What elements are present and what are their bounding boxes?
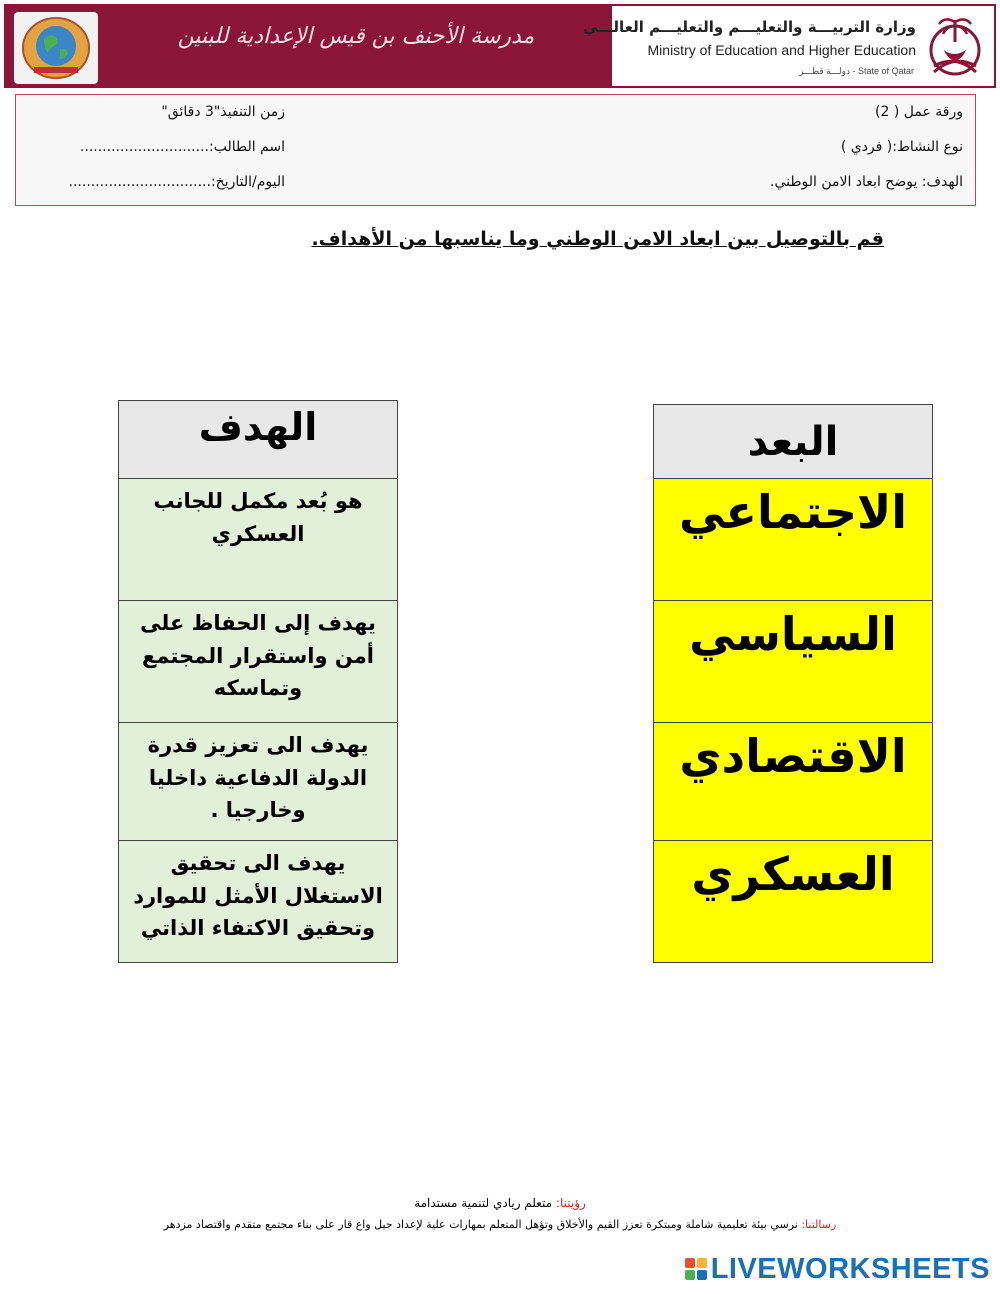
header-banner — [4, 4, 996, 88]
mission-text: نرسي بيئة تعليمية شاملة ومبتكرة تعزز القيم والأخلاق وتؤهل المتعلم بمهارات علية لإعداد جيل واع قار على بناء مجتمع متقدم واقتصاد مزدهر — [163, 1218, 798, 1231]
goal-cell[interactable]: يهدف الى تحقيق الاستغلال الأمثل للموارد وتحقيق الاكتفاء الذاتي — [119, 841, 398, 963]
school-name: مدرسة الأحنف بن قيس الإعدادية للبنين — [177, 24, 535, 49]
liveworksheets-blocks-icon — [685, 1258, 707, 1280]
dimension-cell[interactable]: العسكري — [654, 841, 933, 963]
school-band — [6, 6, 612, 86]
ministry-english: Ministry of Education and Higher Education — [647, 42, 916, 58]
dimension-cell[interactable]: السياسي — [654, 601, 933, 723]
state-of-qatar: State of Qatar - دولـــة قطـــر — [799, 66, 914, 76]
mission-line — [0, 1218, 1000, 1231]
goals-header: الهدف — [119, 401, 398, 479]
lesson-goal: الهدف: يوضح ابعاد الامن الوطني. — [770, 174, 963, 190]
qatar-emblem-icon — [922, 10, 988, 84]
dimensions-table — [653, 404, 933, 963]
worksheet-info-box — [15, 94, 976, 206]
vision-text: متعلم ريادي لتنمية مستدامة — [414, 1196, 553, 1210]
liveworksheets-logo — [685, 1254, 990, 1284]
student-name-field[interactable]: اسم الطالب:............................. — [79, 139, 285, 155]
activity-type: نوع النشاط:( فردي ) — [840, 139, 963, 155]
ministry-arabic: وزارة التربيـــة والتعليـــم والتعليـــم العالـــي — [582, 18, 916, 36]
vision-line — [0, 1196, 1000, 1210]
vision-label: رؤيتنا: — [555, 1196, 586, 1210]
liveworksheets-text: LIVEWORKSHEETS — [710, 1252, 990, 1285]
duration: زمن التنفيذ"3 دقائق" — [161, 104, 285, 120]
goal-cell[interactable]: يهدف إلى الحفاظ على أمن واستقرار المجتمع وتماسكه — [119, 601, 398, 723]
worksheet-number: ورقة عمل ( 2) — [875, 104, 963, 120]
date-field[interactable]: اليوم/التاريخ:................................ — [68, 174, 285, 190]
instruction: قم بالتوصيل بين ابعاد الامن الوطني وما يناسبها من الأهداف. — [311, 228, 884, 250]
goals-table — [118, 400, 398, 963]
goal-cell[interactable]: هو بُعد مكمل للجانب العسكري — [119, 479, 398, 601]
dimension-cell[interactable]: الاجتماعي — [654, 479, 933, 601]
dimensions-header: البعد — [654, 405, 933, 479]
mission-label: رسالتنا: — [801, 1218, 837, 1231]
goal-cell[interactable]: يهدف الى تعزيز قدرة الدولة الدفاعية داخليا وخارجيا . — [119, 723, 398, 841]
school-globe-logo — [14, 12, 98, 84]
dimension-cell[interactable]: الاقتصادي — [654, 723, 933, 841]
